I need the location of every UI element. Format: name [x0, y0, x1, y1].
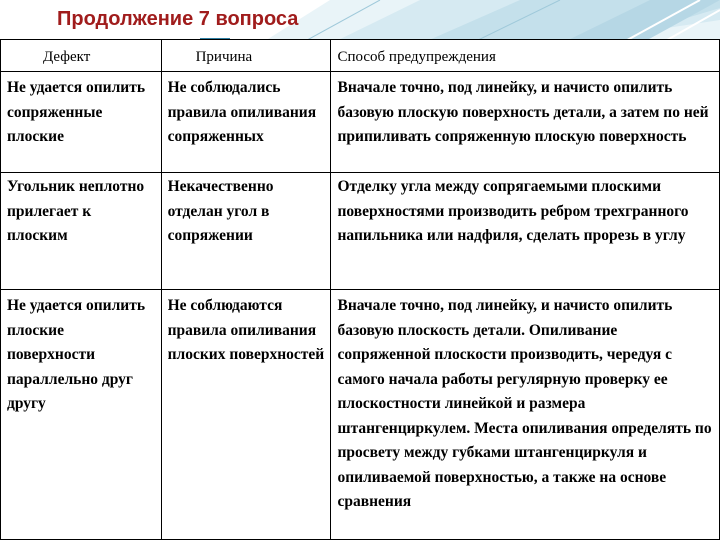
slide-title: Продолжение 7 вопроса [57, 8, 299, 30]
cell-text: Не удается опилить плоские поверхности параллельно друг другу [7, 297, 146, 412]
cell-text: Не удается опилить сопряженные плоские [7, 79, 146, 145]
column-header-prevention: Способ предупреждения [331, 40, 720, 72]
table-row [1, 173, 720, 290]
cell-defect [1, 173, 162, 290]
table-header-row [1, 40, 720, 72]
column-header-cause: Причина [161, 40, 331, 72]
defects-table [0, 39, 720, 540]
cell-text: Некачественно отделан угол в сопряжении [167, 178, 274, 244]
cell-text: Отделку угла между сопрягаемыми плоскими поверхностями производить ребром трехгранного напильника или надфиля, сделать прорезь в углу [337, 178, 689, 244]
cell-text: Не соблюдались правила опиливания сопряженных [167, 79, 317, 145]
cell-cause [161, 173, 331, 290]
column-header-defect: Дефект [1, 40, 162, 72]
table-row [1, 290, 720, 540]
cell-text: Угольник неплотно прилегает к плоским [7, 178, 145, 244]
cell-prevention [331, 72, 720, 173]
cell-text: Не соблюдаются правила опиливания плоских поверхностей [167, 297, 325, 363]
cell-defect [1, 290, 162, 540]
cell-prevention [331, 290, 720, 540]
cell-text: Вначале точно, под линейку, и начисто опилить базовую плоскость детали. Опиливание сопряженной плоскости производить, чередуя с самого начала работы регулярную проверку ее плоскостности линейкой и размера штангенциркулем. Места опиливания определять по просвету между губками штангенциркуля и опиливаемой поверхностью, а также на основе сравнения [337, 297, 712, 510]
cell-cause [161, 290, 331, 540]
slide-header [0, 0, 720, 44]
cell-cause [161, 72, 331, 173]
cell-text: Вначале точно, под линейку, и начисто опилить базовую плоскую поверхность детали, а затем по ней припиливать сопряженную плоскую поверхность [337, 79, 709, 145]
table-row [1, 72, 720, 173]
cell-prevention [331, 173, 720, 290]
cell-defect [1, 72, 162, 173]
